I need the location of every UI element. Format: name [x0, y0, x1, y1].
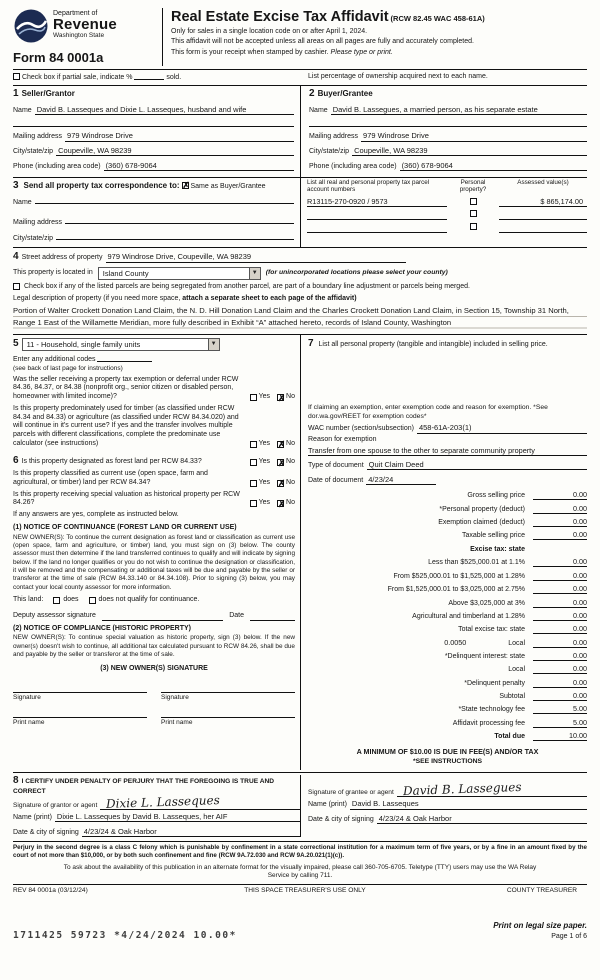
personal-property-list-field[interactable] [308, 350, 587, 402]
grantee-date-city-label: Date & city of signing [308, 815, 374, 823]
parcel-row-3 [307, 223, 587, 233]
perjury-notice: Perjury in the second degree is a class C felony which is punishable by confinement in a state correctional institution for a maximum term of five years, or by a fine in an amount fixed by the court of not more than $10,000, or by both such confinement and fine (RCW 9A.72.030 and RCW 9A.20.021(1)(c)). [13, 841, 587, 860]
land-does-not-checkbox[interactable] [89, 597, 96, 604]
s5-q1-no-checkbox[interactable] [277, 394, 284, 401]
reason-exemption-label: Reason for exemption [308, 436, 377, 443]
parcel-number-field[interactable]: R13115-270-0920 / 9573 [307, 197, 447, 207]
page-title: Real Estate Excise Tax Affidavit [171, 9, 389, 25]
corr-mailing-label: Mailing address [13, 218, 63, 226]
grantee-date-city-field[interactable]: 4/23/24 & Oak Harbor [377, 814, 587, 824]
buyer-city-label: City/state/zip [309, 148, 350, 155]
cashier-stamp: 1711425 59723 *4/24/2024 10.00* [13, 929, 237, 941]
section-1-number: 1 [13, 88, 19, 99]
subtotal-field[interactable]: 0.00 [533, 691, 587, 701]
new-owner-printname-field-1[interactable] [13, 709, 147, 718]
s5-q1-yes-checkbox[interactable] [250, 394, 257, 401]
tier4-row: Above $3,025,000 at 3% 0.00 [448, 597, 587, 607]
seller-phone-label: Phone (including area code) [13, 162, 101, 170]
form-footer [13, 841, 587, 941]
partial-sale-percent-field[interactable] [134, 73, 164, 80]
grantee-signature-field[interactable] [397, 780, 587, 799]
agricultural-timberland-field[interactable]: 0.00 [533, 611, 587, 621]
assessed-value-field-3[interactable] [499, 224, 587, 233]
tier3-field[interactable]: 0.00 [533, 584, 587, 594]
buyer-grantee-block [300, 86, 587, 177]
county-note: (for unincorporated locations please select your county) [265, 269, 448, 276]
partial-sale-label: Check box if partial sale, indicate % [21, 74, 133, 82]
page-number: Page 1 of 6 [551, 933, 587, 941]
state-technology-fee-field[interactable]: 5.00 [533, 704, 587, 714]
affidavit-processing-fee-row: Affidavit processing fee 5.00 [452, 717, 587, 727]
buyer-mailing-field[interactable]: 979 Windrose Drive [361, 131, 587, 141]
parcel-table [300, 178, 587, 248]
buyer-section-title: Buyer/Grantee [317, 89, 373, 98]
tier2-field[interactable]: 0.00 [533, 571, 587, 581]
personal-property-checkbox-1[interactable] [470, 198, 477, 205]
buyer-phone-field[interactable]: (360) 678-9064 [400, 161, 587, 171]
main-columns [13, 334, 587, 770]
total-due-field[interactable]: 10.00 [533, 731, 587, 741]
land-use-code-dropdown[interactable] [22, 338, 220, 351]
total-due-row: Total due 10.00 [494, 730, 587, 740]
exemption-claimed-row: Exemption claimed (deduct) 0.00 [438, 517, 587, 527]
buyer-phone-label: Phone (including area code) [309, 162, 397, 170]
new-owner-signature-field-1[interactable] [13, 684, 147, 693]
printname-label-2: Print name [161, 719, 193, 727]
additional-codes-label: Enter any additional codes [13, 355, 96, 363]
land-qualify-row [13, 596, 295, 605]
property-location-section [13, 247, 587, 331]
forest-land-answer: Yes ✗ No [245, 458, 295, 467]
delinquent-interest-state-field[interactable]: 0.00 [533, 651, 587, 661]
land-use-dropdown-arrow-icon[interactable]: ▼ [208, 339, 219, 350]
local-rate-row: 0.0050 Local 0.00 [444, 637, 587, 647]
s6-q3-yes-checkbox[interactable] [250, 500, 257, 507]
assessed-value-field[interactable]: $ 865,174.00 [499, 197, 587, 207]
section-7-number: 7 [308, 337, 314, 349]
minimum-due-note: A MINIMUM OF $10.00 IS DUE IN FEE(S) AND/OR TAX [356, 746, 539, 756]
parcel-row-2 [307, 210, 587, 220]
delinquent-interest-local-field[interactable]: 0.00 [533, 664, 587, 674]
s6-q1-no-checkbox[interactable] [277, 459, 284, 466]
new-owner-printname-field-2[interactable] [161, 709, 295, 718]
use-and-classification-column [13, 335, 300, 770]
grantee-printname-field[interactable]: David B. Lasseques [350, 799, 587, 809]
if-yes-note: If any answers are yes, complete as instructed below. [13, 511, 179, 519]
s6-q1-yes-checkbox[interactable] [250, 459, 257, 466]
grantor-signature-script: Dixie L. Lasseques [106, 792, 221, 811]
printname-label-1: Print name [13, 719, 45, 727]
agency-dept-label: Department of [53, 10, 98, 17]
additional-codes-note: (see back of last page for instructions) [13, 364, 123, 372]
local-excise-field[interactable]: 0.00 [533, 638, 587, 648]
state-technology-fee-row: *State technology fee 5.00 [458, 704, 587, 714]
seller-grantor-block [13, 86, 300, 177]
county-treasurer-label: COUNTY TREASURER [506, 886, 577, 894]
grantee-signature-script: David B. Lassegues [402, 780, 522, 799]
corr-mailing-field[interactable] [65, 216, 294, 224]
section-8-number: 8 [13, 775, 19, 787]
seller-mailing-field[interactable]: 979 Windrose Drive [65, 131, 294, 141]
legal-description-field[interactable]: Portion of Walter Crockett Donation Land Claim, the N. D. Hill Donation Land Claim and the Charles Crockett Donation Land Claim, in Section 15, Township 31 North, Range 1 East of the Willamette Meridian, more fully described in Exhibit “A” attached hereto, records of Island County, Washington [13, 305, 587, 331]
deputy-date-label: Date [229, 611, 244, 619]
header-note-2: This affidavit will not be accepted unless all areas on all pages are fully and accurately completed. [171, 38, 474, 46]
personal-property-checkbox-3[interactable] [470, 223, 477, 230]
exemption-claimed-field[interactable]: 0.00 [533, 517, 587, 527]
buyer-name-label: Name [309, 106, 328, 114]
located-in-label: This property is located in [13, 268, 93, 276]
rev-row [13, 884, 587, 895]
agency-block [13, 8, 163, 66]
historic-property-answer: Yes ✗ No [245, 499, 295, 508]
corr-city-label: City/state/zip [13, 234, 54, 242]
partial-sale-sold-label: sold. [166, 74, 182, 82]
grantor-date-city-field[interactable]: 4/23/24 & Oak Harbor [82, 827, 300, 837]
segregated-checkbox[interactable] [13, 283, 20, 290]
delinquent-penalty-row: *Delinquent penalty 0.00 [464, 677, 587, 687]
segregated-label: Check box if any of the listed parcels are being segregated from another parcel, are part of a boundary line adjustment or parcels being merged. [24, 282, 470, 290]
predominate-use-answer: Yes ✗ No [245, 440, 295, 449]
s5-q2-no-checkbox[interactable] [277, 441, 284, 448]
doc-type-field[interactable]: Quit Claim Deed [367, 460, 587, 470]
personal-property-list-label: List all personal property (tangible and intangible) included in selling price. [318, 340, 548, 348]
dor-logo-icon [13, 8, 49, 44]
total-excise-state-row: Total excise tax: state 0.00 [458, 624, 587, 634]
s6-q3-no-checkbox[interactable] [277, 500, 284, 507]
tier1-field[interactable]: 0.00 [533, 557, 587, 567]
tier4-field[interactable]: 0.00 [533, 598, 587, 608]
excise-tax-state-header: Excise tax: state [470, 546, 525, 554]
historic-property-question: Is this property receiving special valuation as historical property per RCW 84.26? [13, 490, 240, 507]
buyer-city-field[interactable]: Coupeville, WA 98239 [352, 146, 587, 156]
subtotal-row: Subtotal 0.00 [499, 690, 587, 700]
seller-mailing-label: Mailing address [13, 133, 63, 141]
section-2-number: 2 [309, 88, 315, 99]
new-owner-signature-title: (3) NEW OWNER(S) SIGNATURE [100, 665, 208, 673]
tier3-row: From $1,525,000.01 to $3,025,000 at 2.75% 0.00 [387, 584, 587, 594]
form-number: Form 84 0001a [13, 50, 104, 65]
new-owner-signature-row [13, 684, 295, 702]
title-block [163, 8, 587, 66]
does-not-label: does not qualify for continuance. [98, 595, 200, 603]
parcel-row-1 [307, 197, 587, 207]
reason-exemption-field[interactable]: Transfer from one spouse to the other to separate community property [308, 446, 587, 456]
deputy-assessor-row [13, 612, 295, 621]
seller-name-label: Name [13, 106, 32, 114]
selling-price-column [300, 335, 587, 770]
wac-number-label: WAC number (section/subsection) [308, 425, 414, 433]
land-use-code-value: 11 - Household, single family units [26, 339, 141, 349]
parcel-numbers-header: List all real and personal property tax parcel account numbers [307, 178, 430, 194]
partial-sale-checkbox[interactable] [13, 73, 20, 80]
header-note-3: This form is your receipt when stamped by cashier. Please type or print. [171, 48, 393, 56]
street-address-label: Street address of property [21, 254, 103, 262]
grantor-printname-field[interactable]: Dixie L. Lasseques by David B. Lasseques, her AIF [55, 812, 300, 822]
title-rcw-ref: (RCW 82.45 WAC 458-61A) [390, 14, 485, 23]
taxable-selling-price-row: Taxable selling price 0.00 [461, 530, 587, 540]
does-label: does [63, 595, 79, 603]
taxable-selling-price-field[interactable]: 0.00 [533, 530, 587, 540]
wac-number-field[interactable]: 458-61A-203(1) [417, 423, 587, 433]
form-header [13, 8, 587, 70]
doc-date-label: Date of document [308, 476, 364, 484]
affidavit-processing-fee-field[interactable]: 5.00 [533, 718, 587, 728]
personal-property-deduct-field[interactable]: 0.00 [533, 504, 587, 514]
s6-q2-no-checkbox[interactable] [277, 480, 284, 487]
current-use-answer: Yes ✗ No [245, 479, 295, 488]
section-5-number: 5 [13, 338, 19, 350]
grantor-certification-block [13, 775, 300, 837]
legal-description-label: Legal description of property (if you need more space, attach a separate sheet to each page of the affidavit) [13, 294, 357, 302]
street-address-field[interactable]: 979 Windrose Drive, Coupeville, WA 98239 [106, 252, 406, 262]
current-use-question: Is this property classified as current use (open space, farm and agricultural, or timber) land per RCW 84.34? [13, 470, 208, 486]
deputy-assessor-signature-field[interactable] [102, 612, 223, 621]
doc-date-field[interactable]: 4/23/24 [366, 475, 436, 485]
s6-q2-yes-checkbox[interactable] [250, 480, 257, 487]
ownership-note: List percentage of ownership acquired next to each name. [308, 73, 488, 81]
see-instructions-note: *SEE INSTRUCTIONS [412, 757, 483, 765]
exemption-note: If claiming an exemption, enter exemption code and reason for exemption. *See dor.wa.gov/REET for exemption codes* [308, 404, 548, 420]
top-options-row [13, 70, 587, 85]
seller-name-extra-line[interactable] [13, 118, 294, 127]
tier1-row: Less than $525,000.01 at 1.1% 0.00 [428, 557, 587, 567]
agency-name-label: Revenue [53, 16, 117, 34]
gross-selling-price-row: Gross selling price 0.00 [467, 490, 587, 500]
correspondence-label: Send all property tax correspondence to: [23, 180, 180, 190]
tier2-row: From $525,000.01 to $1,525,000 at 1.28% 0.00 [393, 570, 587, 580]
gross-selling-price-field[interactable]: 0.00 [533, 490, 587, 500]
notice-continuance-title: (1) NOTICE OF CONTINUANCE (FOREST LAND OR CURRENT USE) [13, 523, 237, 531]
additional-codes-field[interactable] [97, 355, 152, 362]
notice-continuance-text: NEW OWNER(S): To continue the current designation as forest land or classification as current use (open space, farm and agriculture, or timber) land, you must sign on (3) below. The county assessor must then determine if the land transferred continues to qualify and will indicate by signing below. If the land no longer qualifies or you do not wish to continue the designation or classification, it will be removed and the compensating or additional taxes will be due and payable by the seller or transferor at the time of sale (RCW 84.33.140 or 84.34.108). Prior to signing (3) below, you may contact your local county assessor for more information. [13, 533, 295, 591]
seller-city-field[interactable]: Coupeville, WA 98239 [56, 146, 294, 156]
buyer-name-field[interactable]: David B. Lassegues, a married person, as his separate estate [331, 105, 587, 115]
corr-name-field[interactable] [35, 196, 294, 204]
grantor-printname-label: Name (print) [13, 813, 52, 821]
buyer-name-extra-line[interactable] [309, 118, 587, 127]
header-note-1: Only for sales in a single location code on or after April 1, 2024. [171, 28, 368, 36]
alt-format-notice: To ask about the availability of this publication in an alternate format for the visually impaired, please call 360-705-6705. Teletype (TTY) users may use the WA Relay Service by calling 711. [63, 863, 537, 879]
certification-section [13, 772, 587, 837]
tax-correspondence-section [13, 177, 587, 248]
legal-paper-note: Print on legal size paper. [493, 921, 587, 931]
agency-state-label: Washington State [53, 32, 105, 40]
grantee-printname-label: Name (print) [308, 801, 347, 809]
seller-exemption-question: Was the seller receiving a property tax exemption or deferral under RCW 84.36, 84.37, or 84.38 (nonprofit org., senior citizen or disabled person, homeowner with limited income)? [13, 375, 239, 401]
section-6-number: 6 [13, 454, 19, 466]
notice-compliance-text: NEW OWNER(S): To continue special valuation as historic property, sign (3) below. If the new owner(s) doesn't wish to continue, all additional tax calculated pursuant to RCW 84.26, shall be due and payable by the seller or transferor at the time of sale. [13, 634, 295, 659]
signature-label-1: Signature [13, 694, 41, 702]
this-land-label: This land: [13, 595, 44, 603]
seller-section-title: Seller/Grantor [21, 89, 75, 98]
notice-compliance-title: (2) NOTICE OF COMPLIANCE (HISTORIC PROPERTY) [13, 624, 191, 632]
section-4-number: 4 [13, 251, 19, 263]
seller-phone-field[interactable]: (360) 678-9064 [104, 161, 294, 171]
seller-exemption-answer: Yes ✗ No [245, 393, 295, 402]
assessed-value-header: Assessed value(s) [517, 178, 569, 186]
same-as-buyer-checkbox[interactable] [182, 182, 189, 189]
parcel-number-field-2[interactable] [307, 211, 447, 220]
parcel-number-field-3[interactable] [307, 224, 447, 233]
county-dropdown-value: Island County [102, 268, 149, 278]
grantor-signature-field[interactable] [100, 792, 300, 811]
certify-statement: I CERTIFY UNDER PENALTY OF PERJURY THAT THE FOREGOING IS TRUE AND CORRECT [13, 778, 274, 795]
signature-label-2: Signature [161, 694, 189, 702]
delinquent-interest-state-row: *Delinquent interest: state 0.00 [444, 650, 587, 660]
section-3-number: 3 [13, 179, 19, 191]
grantee-certification-block [300, 775, 587, 837]
corr-name-label: Name [13, 199, 32, 206]
county-dropdown-arrow-icon[interactable]: ▼ [249, 268, 260, 279]
land-does-checkbox[interactable] [53, 597, 60, 604]
forest-land-question: Is this property designated as forest land per RCW 84.33? [21, 457, 202, 465]
new-owner-printname-row [13, 709, 295, 727]
seller-city-label: City/state/zip [13, 148, 54, 155]
local-rate-value: 0.0050 [444, 637, 467, 647]
grantor-date-city-label: Date & city of signing [13, 828, 79, 836]
new-owner-signature-field-2[interactable] [161, 684, 295, 693]
personal-property-header: Personal property? [459, 178, 487, 194]
bottom-row [13, 921, 587, 942]
doc-type-label: Type of document [308, 461, 364, 469]
delinquent-interest-local-row: Local 0.00 [508, 664, 587, 674]
grantor-signature-label: Signature of grantor or agent [13, 801, 98, 809]
personal-property-checkbox-2[interactable] [470, 210, 477, 217]
parties-section [13, 85, 587, 177]
treasurer-space-label: THIS SPACE TREASURER'S USE ONLY [244, 886, 366, 894]
assessed-value-field-2[interactable] [499, 211, 587, 220]
seller-name-field[interactable]: David B. Lasseques and Dixie L. Lasseques, husband and wife [35, 105, 294, 115]
predominate-use-question: Is this property predominately used for timber (as classified under RCW 84.34 and 84.33) or agriculture (as classified under RCW 84.34.020) and will continue in it's current use? If yes and the transfer involves multiple parcels with different classifications, complete the predominate use calculator (see instructions) [13, 404, 239, 447]
rev-number: REV 84 0001a (03/12/24) [13, 886, 88, 894]
deputy-date-field[interactable] [250, 612, 295, 621]
s5-q2-yes-checkbox[interactable] [250, 441, 257, 448]
corr-city-field[interactable] [56, 232, 294, 240]
buyer-mailing-label: Mailing address [309, 133, 359, 141]
correspondence-block [13, 178, 300, 248]
grantee-signature-label: Signature of grantee or agent [308, 788, 394, 796]
total-excise-state-field[interactable]: 0.00 [533, 624, 587, 634]
county-dropdown[interactable] [98, 267, 261, 280]
agricultural-timberland-row: Agricultural and timberland at 1.28% 0.00 [412, 610, 587, 620]
personal-property-deduct-row: *Personal property (deduct) 0.00 [439, 503, 587, 513]
delinquent-penalty-field[interactable]: 0.00 [533, 678, 587, 688]
same-as-buyer-label: Same as Buyer/Grantee [190, 182, 266, 190]
deputy-assessor-label: Deputy assessor signature [13, 611, 96, 619]
